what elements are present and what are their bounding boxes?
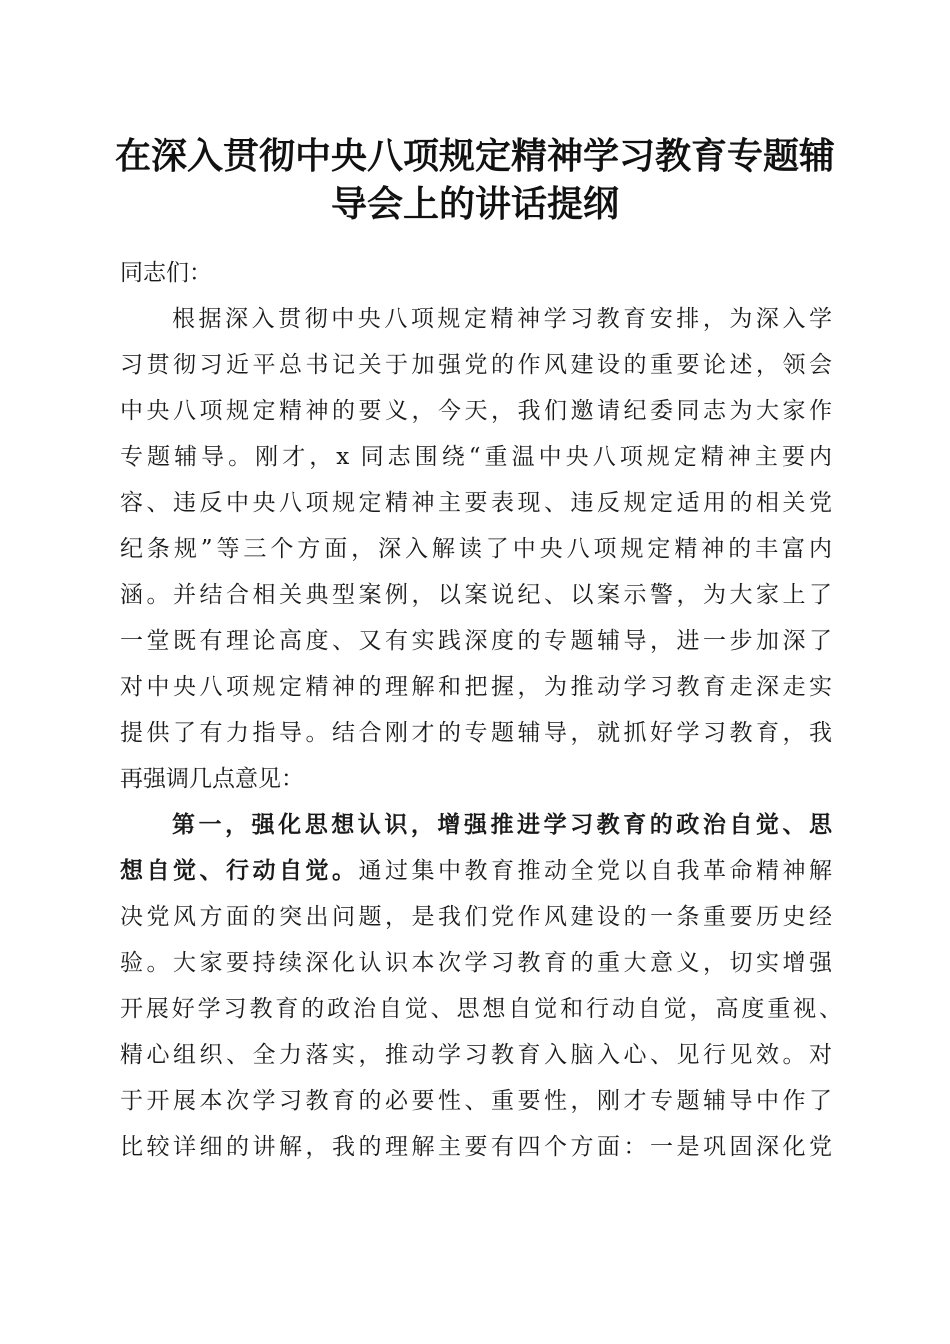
paragraph-line: 容、违反中央八项规定精神主要表现、违反规定适用的相关党 — [120, 490, 832, 516]
paragraph-line: 再强调几点意见： — [120, 766, 304, 792]
paragraph-1 — [120, 296, 832, 802]
paragraph-line: 于开展本次学习教育的必要性、重要性，刚才专题辅导中作了 — [120, 1088, 832, 1114]
paragraph-line: 对中央八项规定精神的理解和把握，为推动学习教育走深走实 — [120, 674, 832, 700]
title-line-1: 在深入贯彻中央八项规定精神学习教育专题辅 — [114, 135, 835, 177]
title-line-2: 导会上的讲话提纲 — [330, 183, 619, 225]
paragraph-line: 决党风方面的突出问题，是我们党作风建设的一条重要历史经 — [120, 904, 832, 930]
paragraph-line: 根据深入贯彻中央八项规定精神学习教育安排，为深入学 — [172, 306, 832, 332]
section-heading-continued: 想自觉、行动自觉。 — [120, 857, 359, 884]
greeting: 同志们： — [120, 260, 212, 286]
paragraph-line: 专题辅导。刚才，x 同志围绕“重温中央八项规定精神主要内 — [120, 444, 832, 470]
paragraph-line: 验。大家要持续深化认识本次学习教育的重大意义，切实增强 — [120, 950, 832, 976]
paragraph-line: 纪条规”等三个方面，深入解读了中央八项规定精神的丰富内 — [120, 536, 832, 562]
paragraph-2 — [120, 802, 842, 1170]
paragraph-line: 一堂既有理论高度、又有实践深度的专题辅导，进一步加深了 — [120, 628, 832, 654]
section-heading: 第一，强化思想认识，增强推进学习教育的政治自觉、思 — [172, 811, 832, 838]
paragraph-line: 精心组织、全力落实，推动学习教育入脑入心、见行见效。对 — [120, 1042, 832, 1068]
paragraph-line: 比较详细的讲解，我的理解主要有四个方面：一是巩固深化党 — [120, 1134, 832, 1160]
paragraph-line-rest: 通过集中教育推动全党以自我革命精神解 — [358, 858, 832, 884]
paragraph-line: 提供了有力指导。结合刚才的专题辅导，就抓好学习教育，我 — [120, 720, 832, 746]
document-body — [120, 250, 842, 1170]
document-title — [110, 132, 840, 228]
paragraph-line: 习贯彻习近平总书记关于加强党的作风建设的重要论述，领会 — [120, 352, 832, 378]
paragraph-line — [120, 848, 832, 894]
paragraph-line: 涵。并结合相关典型案例，以案说纪、以案示警，为大家上了 — [120, 582, 832, 608]
paragraph-line: 开展好学习教育的政治自觉、思想自觉和行动自觉，高度重视、 — [120, 996, 842, 1022]
paragraph-line: 中央八项规定精神的要义，今天，我们邀请纪委同志为大家作 — [120, 398, 832, 424]
